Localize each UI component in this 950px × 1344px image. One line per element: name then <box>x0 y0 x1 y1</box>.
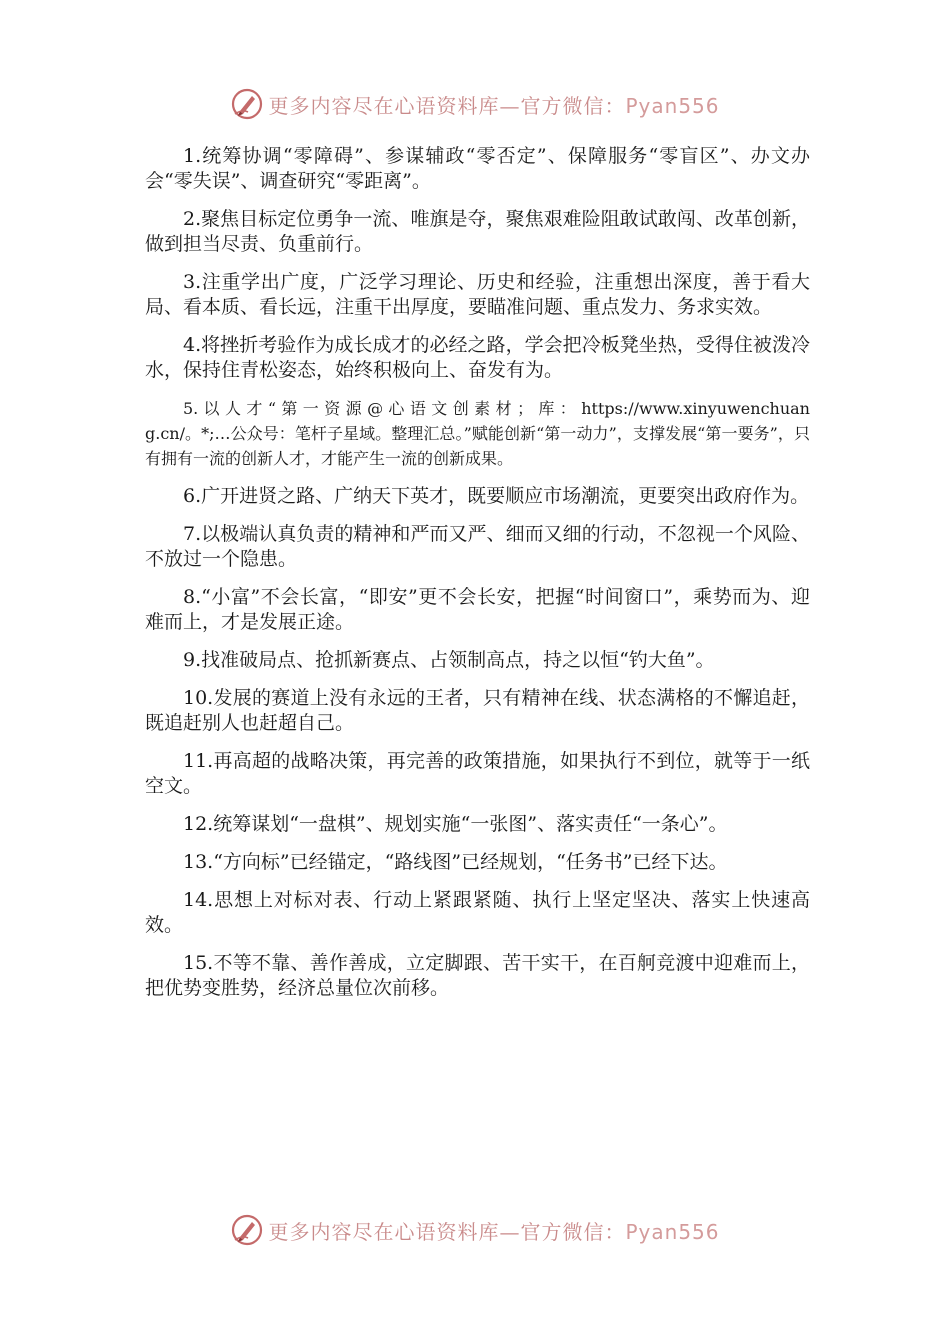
paragraph-4: 4.将挫折考验作为成长成才的必经之路，学会把冷板凳坐热，受得住被泼冷水，保持住青松姿态，始终积极向上、奋发有为。 <box>145 334 810 381</box>
document-body <box>145 144 810 1014</box>
paragraph-6: 6.广开进贤之路、广纳天下英才，既要顺应市场潮流，更要突出政府作为。 <box>183 485 810 507</box>
banner-text: 更多内容尽在心语资料库—官方微信：Pyan556 <box>268 93 720 118</box>
paragraph-8: 8.“小富”不会长富，“即安”更不会长安，把握“时间窗口”，乘势而为、迎难而上，才是发展正途。 <box>145 586 810 633</box>
paragraph-7: 7.以极端认真负责的精神和严而又严、细而又细的行动，不忽视一个风险、不放过一个隐患。 <box>145 523 810 570</box>
paragraph-9: 9.找准破局点、抢抓新赛点、占领制高点，持之以恒“钓大鱼”。 <box>183 649 715 671</box>
paragraph-11: 11.再高超的战略决策，再完善的政策措施，如果执行不到位，就等于一纸空文。 <box>145 750 810 797</box>
paragraph-12: 12.统筹谋划“一盘棋”、规划实施“一张图”、落实责任“一条心”。 <box>183 813 728 835</box>
paragraph-10: 10.发展的赛道上没有永远的王者，只有精神在线、状态满格的不懈追赶，既追赶别人也赶超自己。 <box>145 687 810 734</box>
banner-text: 更多内容尽在心语资料库—官方微信：Pyan556 <box>268 1219 720 1244</box>
paragraph-13: 13.“方向标”已经锚定，“路线图”已经规划，“任务书”已经下达。 <box>183 851 728 873</box>
paragraph-3: 3.注重学出广度，广泛学习理论、历史和经验，注重想出深度，善于看大局、看本质、看长远，注重干出厚度，要瞄准问题、重点发力、务求实效。 <box>145 271 810 318</box>
wechat-id: Pyan556 <box>625 1219 720 1244</box>
pen-logo-icon <box>230 87 264 121</box>
pen-logo-icon <box>230 1213 264 1247</box>
paragraph-15: 15.不等不靠、善作善成，立定脚跟、苦干实干，在百舸竞渡中迎难而上，把优势变胜势，经济总量位次前移。 <box>145 952 810 999</box>
header-banner <box>0 84 950 124</box>
paragraph-1: 1.统筹协调“零障碍”、参谋辅政“零否定”、保障服务“零盲区”、办文办会“零失误”、调查研究“零距离”。 <box>145 145 810 192</box>
paragraph-14: 14.思想上对标对表、行动上紧跟紧随、执行上坚定坚决、落实上快速高效。 <box>145 889 810 936</box>
paragraph-2: 2.聚焦目标定位勇争一流、唯旗是夺，聚焦艰难险阻敢试敢闯、改革创新，做到担当尽责、负重前行。 <box>145 208 810 255</box>
footer-banner <box>0 1210 950 1250</box>
wechat-id: Pyan556 <box>625 93 720 118</box>
paragraph-5: 5. 以 人 才 “ 第 一 资 源 @ 心 语 文 创 素 材 ； 库 ： https://www.xinyuwenchuang.cn/。*;…公众号：笔杆子星域。整理汇总。”赋能创新“第一动力”，支撑发展“第一要务”，只有拥有一流的创新人才，才能产生一流的创新成果。 <box>145 399 810 468</box>
